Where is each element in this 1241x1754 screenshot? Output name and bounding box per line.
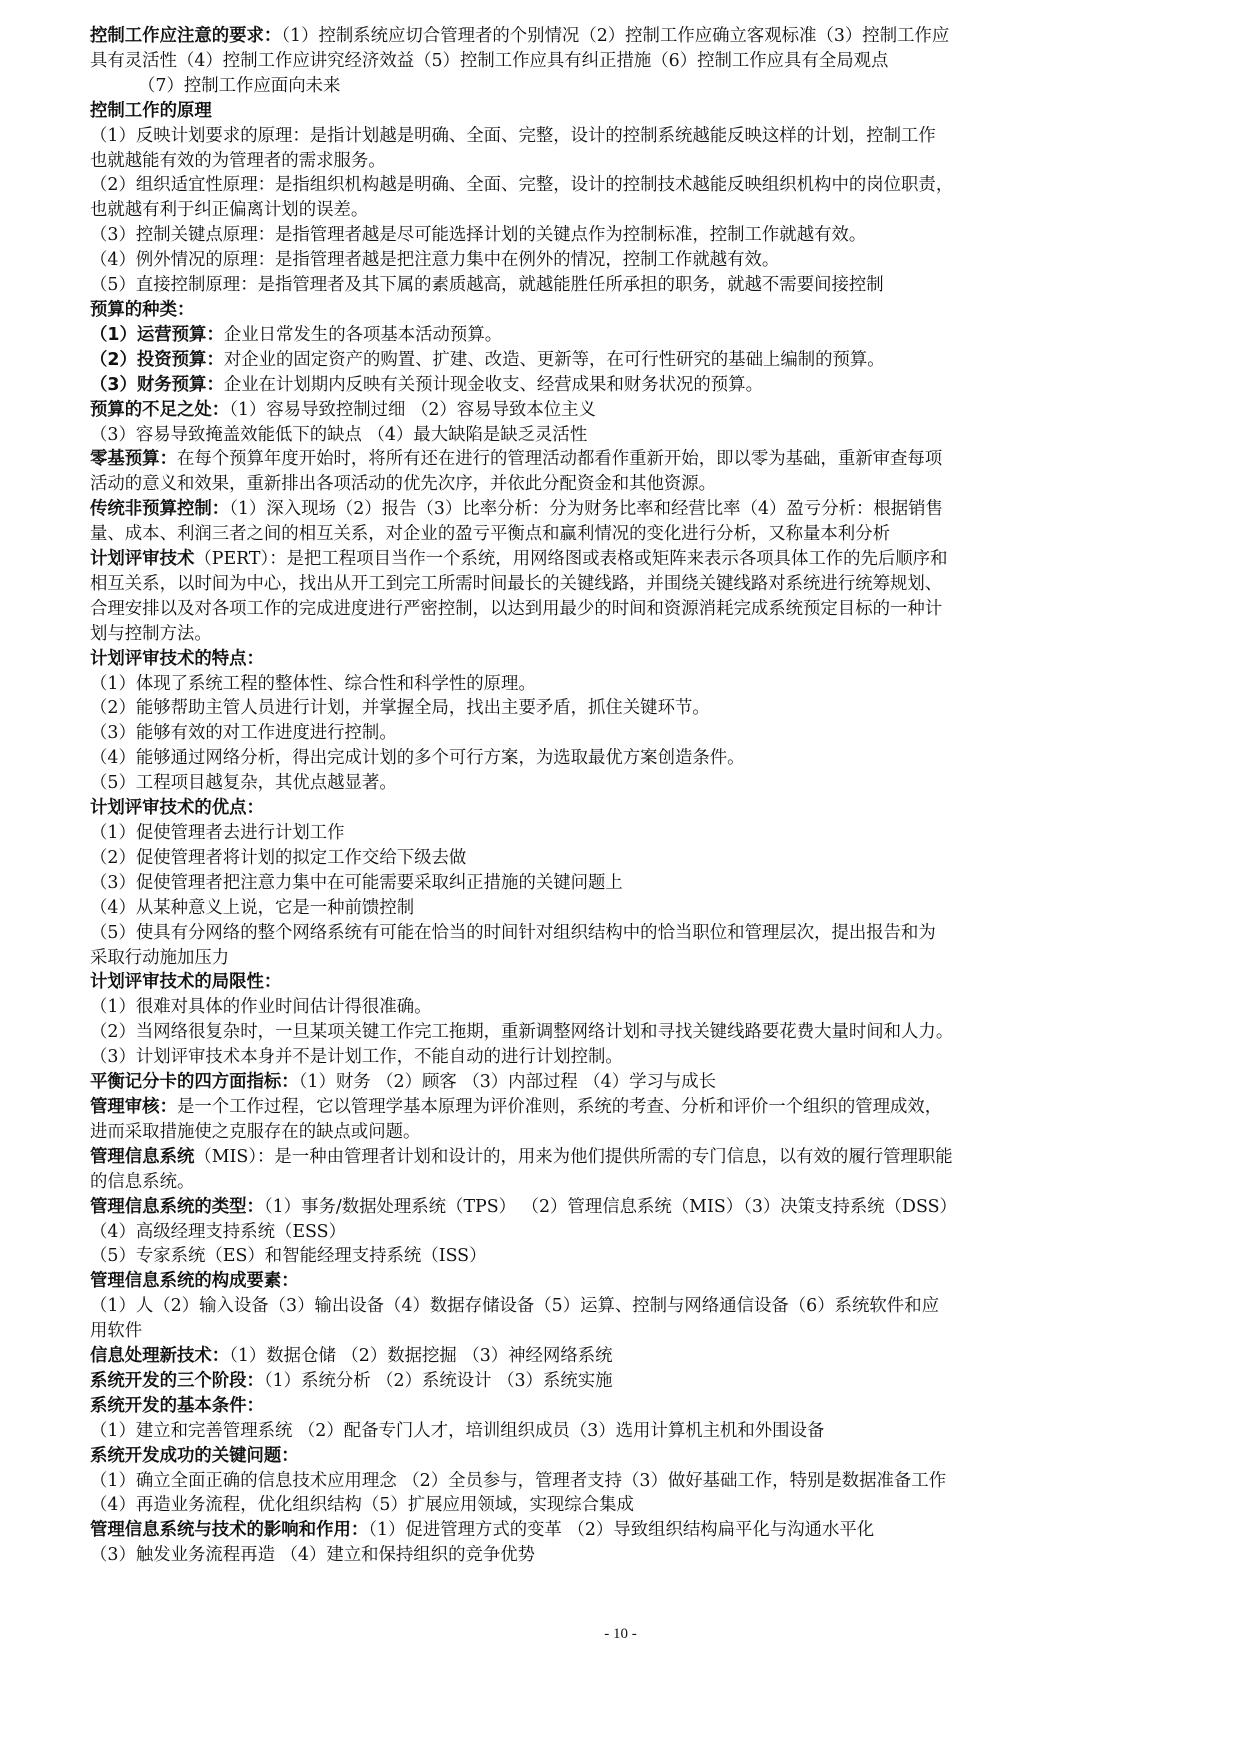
section-heading [90, 796, 1160, 821]
text-line [90, 1120, 1160, 1145]
body-text: （1）容易导致控制过细 （2）容易导致本位主义 [229, 399, 596, 420]
body-text: 用软件 [90, 1321, 143, 1342]
body-text: 活动的意义和效果，重新排出各项活动的优先次序，并依此分配资金和其他资源。 [90, 474, 717, 495]
body-text: （3）控制关键点原理：是指管理者越是尽可能选择计划的关键点作为控制标准，控制工作就越有效。 [90, 225, 867, 246]
body-text: （5）直接控制原理：是指管理者及其下属的素质越高，就越能胜任所承担的职务，就越不需要间接控制 [90, 275, 884, 296]
page-number: - 10 - [604, 1626, 637, 1642]
text-line [90, 1244, 1160, 1269]
text-line [90, 398, 1160, 423]
text-line [90, 846, 1160, 871]
body-text: 合理安排以及对各项工作的完成进度进行严密控制，以达到用最少的时间和资源消耗完成系统预定目标的一种计 [90, 598, 943, 619]
term-label: 预算的种类： [90, 299, 195, 320]
body-text: （1）建立和完善管理系统 （2）配备专门人才，培训组织成员（3）选用计算机主机和外围设备 [90, 1420, 825, 1441]
term-label: 平衡记分卡的四方面指标： [90, 1072, 299, 1093]
term-label: 信息处理新技术： [90, 1346, 230, 1367]
body-text: （5）使具有分网络的整个网络系统有可能在恰当的时间针对组织结构中的恰当职位和管理层次，提出报告和为 [90, 922, 936, 943]
body-text: （3）计划评审技术本身并不是计划工作，不能自动的进行计划控制。 [90, 1047, 623, 1068]
text-line [90, 946, 1160, 971]
body-text: （4）例外情况的原理：是指管理者越是把注意力集中在例外的情况，控制工作就越有效。 [90, 250, 780, 271]
text-line [90, 721, 1160, 746]
term-label: （2）投资预算： [90, 349, 224, 370]
term-label: 计划评审技术 [90, 549, 195, 570]
text-line [90, 223, 1160, 248]
body-text: （4）从某种意义上说，它是一种前馈控制 [90, 897, 415, 918]
text-line [90, 24, 1160, 49]
text-line [90, 771, 1160, 796]
term-label: 管理审核： [90, 1096, 177, 1117]
body-text: （5）工程项目越复杂，其优点越显著。 [90, 773, 397, 794]
text-line [90, 1220, 1160, 1245]
text-line [90, 447, 1160, 472]
body-text: （1）促使管理者去进行计划工作 [90, 823, 345, 843]
body-text: 具有灵活性（4）控制工作应讲究经济效益（5）控制工作应具有纠正措施（6）控制工作应具有全局观点 [90, 50, 889, 71]
body-text: （2）促使管理者将计划的拟定工作交给下级去做 [90, 847, 467, 868]
text-line [90, 49, 1160, 74]
body-text: （2）能够帮助主管人员进行计划，并掌握全局，找出主要矛盾，抓住关键环节。 [90, 698, 710, 719]
text-line [90, 871, 1160, 896]
body-text: 对企业的固定资产的购置、扩建、改造、更新等，在可行性研究的基础上编制的预算。 [223, 349, 885, 370]
text-line [90, 821, 1160, 846]
body-text: （3）容易导致掩盖效能低下的缺点 （4）最大缺陷是缺乏灵活性 [90, 424, 588, 445]
text-line [90, 1469, 1160, 1494]
body-text: 划与控制方法。 [90, 623, 212, 644]
term-label: 管理信息系统与技术的影响和作用： [90, 1520, 369, 1541]
body-text: （1）确立全面正确的信息技术应用理念 （2）全员参与，管理者支持（3）做好基础工作，特别是数据准备工作 [90, 1470, 947, 1491]
body-text: 相互关系，以时间为中心，找出从开工到完工所需时间最长的关键线路，并围绕关键线路对系统进行统筹规划、 [90, 573, 943, 594]
term-label: 管理信息系统 [90, 1146, 195, 1167]
section-heading [90, 298, 1160, 323]
text-line [90, 896, 1160, 921]
body-text: （1）人（2）输入设备（3）输出设备（4）数据存储设备（5）运算、控制与网络通信设备（6）系统软件和应 [90, 1296, 939, 1317]
term-label: 系统开发的三个阶段： [90, 1370, 264, 1391]
body-text: 企业日常发生的各项基本活动预算。 [223, 324, 503, 345]
body-text: （1）很难对具体的作业时间估计得很准确。 [90, 997, 432, 1018]
term-label: （3）财务预算： [90, 374, 224, 395]
text-line [90, 746, 1160, 771]
term-label: 计划评审技术的优点： [90, 798, 264, 819]
section-heading [90, 647, 1160, 672]
text-line [90, 323, 1160, 348]
text-line [90, 921, 1160, 946]
text-line [90, 1294, 1160, 1319]
text-line [90, 572, 1160, 597]
body-text: 进而采取措施使之克服存在的缺点或问题。 [90, 1121, 421, 1142]
text-line [90, 124, 1160, 149]
body-text: 量、成本、利润三者之间的相互关系，对企业的盈亏平衡点和赢利情况的变化进行分析，又称量本利分析 [90, 524, 890, 545]
text-line [90, 1319, 1160, 1344]
text-line [90, 173, 1160, 198]
body-text: （2）当网络很复杂时，一旦某项关键工作完工拖期，重新调整网络计划和寻找关键线路要花费大量时间和人力。 [90, 1022, 954, 1043]
document-body [90, 24, 1160, 1568]
text-line [90, 1145, 1160, 1170]
body-text: 也就越有利于纠正偏离计划的误差。 [90, 200, 369, 221]
body-text: （1）控制系统应切合管理者的个别情况（2）控制工作应确立客观标准（3）控制工作应 [281, 26, 950, 46]
section-heading [90, 99, 1160, 124]
body-text: （1）体现了系统工程的整体性、综合性和科学性的原理。 [90, 673, 536, 694]
text-line [90, 696, 1160, 721]
body-text: （1）财务 （2）顾客 （3）内部过程 （4）学习与成长 [298, 1072, 717, 1093]
body-text: （1）事务/数据处理系统（TPS） （2）管理信息系统（MIS）（3）决策支持系统（DSS） [263, 1196, 957, 1217]
section-heading [90, 1394, 1160, 1419]
text-line [90, 1543, 1160, 1568]
body-text: （1）深入现场（2）报告（3）比率分析：分为财务比率和经营比率（4）盈亏分析：根据销售 [229, 499, 943, 520]
body-text: （1）促进管理方式的变革 （2）导致组织结构扁平化与沟通水平化 [368, 1520, 875, 1541]
text-line [90, 622, 1160, 647]
text-line [90, 373, 1160, 398]
text-line [90, 149, 1160, 174]
term-label: 计划评审技术的局限性： [90, 972, 282, 993]
term-label: 管理信息系统的构成要素： [90, 1271, 299, 1292]
text-line [90, 1344, 1160, 1369]
text-line [90, 1170, 1160, 1195]
text-line [90, 472, 1160, 497]
text-line [90, 497, 1160, 522]
body-text: （4）高级经理支持系统（ESS） [90, 1221, 346, 1242]
text-line [90, 1195, 1160, 1220]
body-text: 的信息系统。 [90, 1171, 195, 1192]
text-line [90, 198, 1160, 223]
body-text: （1）反映计划要求的原理：是指计划越是明确、全面、完整，设计的控制系统越能反映这样的计划，控制工作 [90, 125, 936, 146]
body-text: 在每个预算年度开始时，将所有还在进行的管理活动都看作重新开始，即以零为基础，重新审查每项 [176, 449, 943, 470]
body-text: （1）数据仓储 （2）数据挖掘 （3）神经网络系统 [229, 1346, 613, 1367]
text-line [90, 348, 1160, 373]
body-text: （3）能够有效的对工作进度进行控制。 [90, 723, 397, 744]
term-label: （1）运营预算： [90, 324, 224, 345]
text-line [90, 597, 1160, 622]
body-text: （3）促使管理者把注意力集中在可能需要采取纠正措施的关键问题上 [90, 872, 623, 893]
text-line [90, 995, 1160, 1020]
text-line [90, 74, 1160, 99]
term-label: 传统非预算控制： [90, 499, 230, 520]
term-label: 系统开发的基本条件： [90, 1395, 264, 1416]
term-label: 控制工作应注意的要求： [90, 26, 282, 46]
text-line [90, 1095, 1160, 1120]
body-text: （4）再造业务流程，优化组织结构（5）扩展应用领域，实现综合集成 [90, 1495, 634, 1516]
body-text: （5）专家系统（ES）和智能经理支持系统（ISS） [90, 1246, 487, 1267]
text-line [90, 1070, 1160, 1095]
term-label: 零基预算： [90, 449, 177, 470]
section-heading [90, 1269, 1160, 1294]
body-text: （PERT）：是把工程项目当作一个系统，用网络图或表格或矩阵来表示各项具体工作的先后顺序和 [194, 549, 948, 570]
text-line [90, 1020, 1160, 1045]
text-line [90, 1419, 1160, 1444]
term-label: 系统开发成功的关键问题： [90, 1445, 299, 1466]
body-text: 企业在计划期内反映有关预计现金收支、经营成果和财务状况的预算。 [223, 374, 763, 395]
body-text: 也就越能有效的为管理者的需求服务。 [90, 150, 386, 171]
text-line [90, 273, 1160, 298]
body-text: （4）能够通过网络分析，得出完成计划的多个可行方案，为选取最优方案创造条件。 [90, 748, 745, 769]
body-text: （7）控制工作应面向未来 [138, 75, 341, 96]
text-line [90, 1493, 1160, 1518]
term-label: 管理信息系统的类型： [90, 1196, 264, 1217]
section-heading [90, 970, 1160, 995]
text-line [90, 423, 1160, 448]
text-line [90, 1045, 1160, 1070]
text-line [90, 547, 1160, 572]
body-text: （MIS）：是一种由管理者计划和设计的，用来为他们提供所需的专门信息，以有效的履行管理职能 [194, 1146, 953, 1167]
term-label: 控制工作的原理 [90, 100, 212, 121]
section-heading [90, 1444, 1160, 1469]
text-line [90, 672, 1160, 697]
body-text: 是一个工作过程，它以管理学基本原理为评价准则，系统的考查、分析和评价一个组织的管理成效， [176, 1096, 943, 1117]
text-line [90, 522, 1160, 547]
term-label: 计划评审技术的特点： [90, 648, 264, 669]
body-text: 采取行动施加压力 [90, 947, 230, 968]
text-line [90, 1518, 1160, 1543]
term-label: 预算的不足之处： [90, 399, 230, 420]
text-line [90, 248, 1160, 273]
body-text: （1）系统分析 （2）系统设计 （3）系统实施 [263, 1370, 613, 1391]
body-text: （2）组织适宜性原理：是指组织机构越是明确、全面、完整，设计的控制技术越能反映组织机构中的岗位职责， [90, 175, 954, 196]
text-line [90, 1369, 1160, 1394]
body-text: （3）触发业务流程再造 （4）建立和保持组织的竞争优势 [90, 1545, 536, 1566]
